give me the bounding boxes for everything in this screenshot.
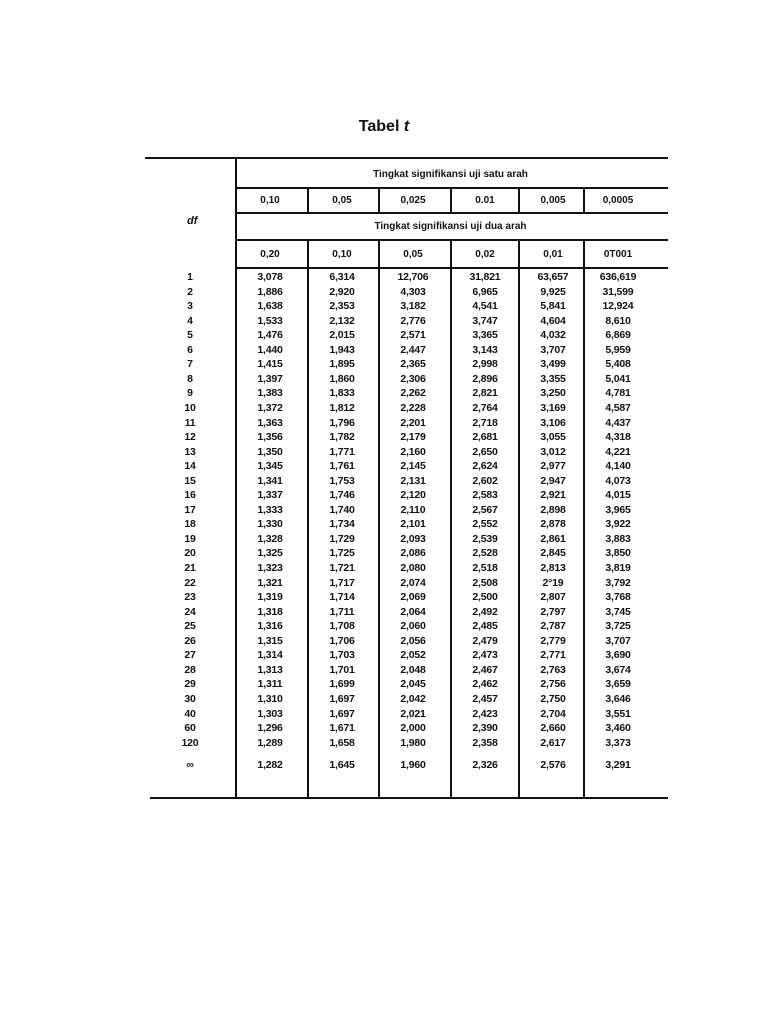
table-row (145, 678, 668, 691)
critical-value: 3,182 (400, 300, 426, 313)
critical-value: 2,060 (400, 620, 426, 633)
table-row (145, 329, 668, 342)
critical-value: 2,056 (400, 634, 426, 647)
df-value: 25 (184, 620, 196, 633)
two-tail-level: 0,05 (403, 249, 423, 260)
critical-value: 2,681 (472, 431, 498, 444)
critical-value: 3,646 (605, 692, 631, 705)
critical-value: 2,552 (472, 518, 498, 531)
critical-value: 2,074 (400, 576, 426, 589)
df-value: ∞ (186, 759, 194, 772)
t-distribution-table (145, 157, 668, 800)
critical-value: 1,638 (257, 300, 283, 313)
critical-value: 1,761 (329, 460, 355, 473)
critical-value: 4,015 (605, 489, 631, 502)
critical-value: 1,397 (257, 372, 283, 385)
one-tail-header: Tingkat signifikansi uji satu arah (373, 169, 528, 180)
critical-value: 2,045 (400, 678, 426, 691)
critical-value: 1,697 (329, 707, 355, 720)
critical-value: 1,771 (329, 445, 355, 458)
critical-value: 1,314 (257, 649, 283, 662)
critical-value: 2,624 (472, 460, 498, 473)
critical-value: 2,947 (540, 474, 566, 487)
table-row (145, 446, 668, 459)
table-row (145, 504, 668, 517)
critical-value: 3,819 (605, 562, 631, 574)
critical-value: 3,460 (605, 722, 631, 735)
critical-value: 1,350 (257, 445, 283, 458)
table-row (145, 358, 668, 371)
critical-value: 4,303 (400, 285, 426, 298)
critical-value: 2,779 (540, 634, 566, 647)
critical-value: 2,571 (400, 329, 426, 342)
critical-value: 2,485 (472, 620, 498, 633)
table-row (145, 620, 668, 633)
critical-value: 1,796 (329, 416, 355, 429)
critical-value: 1,323 (257, 562, 283, 574)
critical-value: 31,821 (469, 271, 501, 283)
critical-value: 1,717 (329, 576, 355, 589)
critical-value: 3,768 (605, 591, 631, 604)
critical-value: 2,069 (400, 591, 426, 604)
critical-value: 2,131 (400, 474, 426, 487)
critical-value: 2,086 (400, 547, 426, 560)
table-row (145, 271, 668, 284)
df-value: 12 (184, 431, 196, 444)
df-value: 16 (184, 489, 196, 502)
critical-value: 2,064 (400, 605, 426, 618)
critical-value: 3,373 (605, 736, 631, 749)
two-tail-level: 0,10 (332, 249, 352, 260)
critical-value: 1,697 (329, 692, 355, 705)
critical-value: 1,333 (257, 503, 283, 516)
critical-value: 2,861 (540, 532, 566, 545)
critical-value: 2,771 (540, 649, 566, 662)
critical-value: 1,289 (257, 736, 283, 749)
critical-value: 2,048 (400, 663, 426, 676)
df-value: 20 (184, 547, 196, 560)
df-value: 9 (187, 387, 193, 400)
critical-value: 3,659 (605, 678, 631, 691)
critical-value: 5,959 (605, 343, 631, 356)
two-tail-level: 0,02 (475, 249, 495, 260)
critical-value: 2,583 (472, 489, 498, 502)
critical-value: 2,576 (540, 759, 566, 772)
df-value: 29 (184, 678, 196, 691)
df-value: 40 (184, 707, 196, 720)
critical-value: 2,473 (472, 649, 498, 662)
critical-value: 2,845 (540, 547, 566, 560)
critical-value: 31,599 (602, 285, 634, 298)
header-bottom-rule (235, 267, 668, 269)
critical-value: 1,753 (329, 474, 355, 487)
critical-value: 1,960 (400, 759, 426, 772)
df-value: 5 (187, 329, 193, 342)
critical-value: 2,423 (472, 707, 498, 720)
critical-value: 3,551 (605, 707, 631, 720)
critical-value: 1,310 (257, 692, 283, 705)
df-value: 28 (184, 663, 196, 676)
critical-value: 1,699 (329, 678, 355, 691)
critical-value: 2,101 (400, 518, 426, 531)
critical-value: 1,714 (329, 591, 355, 604)
critical-value: 2,500 (472, 591, 498, 604)
df-value: 120 (181, 736, 199, 749)
critical-value: 2,447 (400, 343, 426, 356)
one-tail-title-rule (235, 187, 668, 189)
table-row (145, 606, 668, 619)
critical-value: 1,895 (329, 358, 355, 371)
critical-value: 1,886 (257, 285, 283, 298)
table-row (145, 431, 668, 444)
table-row (145, 547, 668, 560)
two-tail-header: Tingkat signifikansi uji dua arah (374, 221, 527, 232)
critical-value: 2,878 (540, 518, 566, 531)
critical-value: 2,052 (400, 649, 426, 662)
critical-value: 1,330 (257, 518, 283, 531)
critical-value: 2,821 (472, 387, 498, 400)
df-value: 26 (184, 634, 196, 647)
page-title: Tabel t (358, 118, 410, 135)
critical-value: 2,528 (472, 547, 498, 560)
critical-value: 4,140 (605, 460, 631, 473)
table-row (145, 693, 668, 706)
critical-value: 3,850 (605, 547, 631, 560)
critical-value: 9,925 (540, 285, 566, 298)
df-value: 18 (184, 518, 196, 531)
critical-value: 2,015 (329, 329, 355, 342)
critical-value: 2,508 (472, 576, 498, 589)
critical-value: 1,282 (257, 759, 283, 772)
two-tail-title-rule (235, 239, 668, 241)
table-row (145, 475, 668, 488)
one-tail-level: 0,025 (400, 195, 426, 206)
critical-value: 1,711 (329, 605, 355, 618)
critical-value: 1,706 (329, 634, 355, 647)
critical-value: 2,358 (472, 736, 498, 749)
critical-value: 2,110 (400, 503, 426, 516)
critical-value: 2,457 (472, 692, 498, 705)
critical-value: 2,920 (329, 285, 355, 298)
critical-value: 1,372 (257, 401, 283, 414)
df-value: 1 (187, 271, 193, 283)
critical-value: 3,792 (605, 576, 631, 589)
table-row (145, 722, 668, 735)
df-value: 17 (184, 503, 196, 516)
critical-value: 2,764 (472, 401, 498, 414)
df-value: 19 (184, 532, 196, 545)
critical-value: 2,492 (472, 605, 498, 618)
critical-value: 2,080 (400, 562, 426, 574)
critical-value: 1,440 (257, 343, 283, 356)
one-tail-level: 0,10 (260, 195, 280, 206)
critical-value: 2,787 (540, 620, 566, 633)
df-value: 11 (184, 416, 196, 429)
critical-value: 1,328 (257, 532, 283, 545)
critical-value: 3,745 (605, 605, 631, 618)
critical-value: 3,143 (472, 343, 498, 356)
critical-value: 1,303 (257, 707, 283, 720)
critical-value: 2,813 (540, 562, 566, 574)
critical-value: 3,707 (540, 343, 566, 356)
critical-value: 1,725 (329, 547, 355, 560)
critical-value: 1,980 (400, 736, 426, 749)
critical-value: 8,610 (605, 314, 631, 327)
critical-value: 2,228 (400, 401, 426, 414)
critical-value: 1,703 (329, 649, 355, 662)
critical-value: 1,812 (329, 401, 355, 414)
critical-value: 6,869 (605, 329, 631, 342)
critical-value: 3,707 (605, 634, 631, 647)
critical-value: 1,345 (257, 460, 283, 473)
table-row (145, 518, 668, 531)
critical-value: 2,898 (540, 503, 566, 516)
critical-value: 2,756 (540, 678, 566, 691)
critical-value: 4,318 (605, 431, 631, 444)
table-row (145, 562, 668, 575)
df-value: 4 (187, 314, 193, 327)
critical-value: 1,746 (329, 489, 355, 502)
df-value: 21 (184, 562, 196, 574)
critical-value: 2,132 (329, 314, 355, 327)
critical-value: 2,365 (400, 358, 426, 371)
critical-value: 5,841 (540, 300, 566, 313)
critical-value: 2,518 (472, 562, 498, 574)
critical-value: 3,012 (540, 445, 566, 458)
critical-value: 1,734 (329, 518, 355, 531)
critical-value: 2,201 (400, 416, 426, 429)
one-tail-levels-rule (235, 212, 668, 214)
critical-value: 3,499 (540, 358, 566, 371)
df-value: 6 (187, 343, 193, 356)
critical-value: 1,337 (257, 489, 283, 502)
critical-value: 2,306 (400, 372, 426, 385)
table-row (145, 759, 668, 772)
critical-value: 1,383 (257, 387, 283, 400)
critical-value: 3,169 (540, 401, 566, 414)
critical-value: 6,314 (329, 271, 355, 283)
table-row (145, 373, 668, 386)
critical-value: 1,325 (257, 547, 283, 560)
critical-value: 2,353 (329, 300, 355, 313)
critical-value: 4,587 (605, 401, 631, 414)
table-row (145, 664, 668, 677)
critical-value: 636,619 (599, 271, 637, 283)
critical-value: 3,922 (605, 518, 631, 531)
bottom-rule (150, 797, 668, 799)
critical-value: 5,041 (605, 372, 631, 385)
critical-value: 1,476 (257, 329, 283, 342)
table-row (145, 460, 668, 473)
critical-value: 2,093 (400, 532, 426, 545)
critical-value: 3,690 (605, 649, 631, 662)
df-value: 10 (184, 401, 196, 414)
critical-value: 6,965 (472, 285, 498, 298)
table-row (145, 402, 668, 415)
critical-value: 4,073 (605, 474, 631, 487)
critical-value: 2,042 (400, 692, 426, 705)
critical-value: 4,032 (540, 329, 566, 342)
df-value: 7 (187, 358, 193, 371)
critical-value: 2,326 (472, 759, 498, 772)
critical-value: 2,462 (472, 678, 498, 691)
critical-value: 3,291 (605, 759, 631, 772)
critical-value: 2,807 (540, 591, 566, 604)
critical-value: 1,311 (257, 678, 283, 691)
df-value: 8 (187, 372, 193, 385)
critical-value: 2,998 (472, 358, 498, 371)
table-row (145, 300, 668, 313)
critical-value: 1,701 (329, 663, 355, 676)
df-value: 3 (187, 300, 193, 313)
two-tail-level: 0,01 (543, 249, 563, 260)
critical-value: 1,721 (329, 562, 355, 574)
critical-value: 1,318 (257, 605, 283, 618)
critical-value: 2,021 (400, 707, 426, 720)
top-rule (145, 157, 668, 159)
critical-value: 1,860 (329, 372, 355, 385)
critical-value: 5,408 (605, 358, 631, 371)
df-value: 2 (187, 285, 193, 298)
table-row (145, 708, 668, 721)
critical-value: 1,645 (329, 759, 355, 772)
critical-value: 1,319 (257, 591, 283, 604)
critical-value: 3,883 (605, 532, 631, 545)
critical-value: 4,781 (605, 387, 631, 400)
critical-value: 3,250 (540, 387, 566, 400)
critical-value: 4,604 (540, 314, 566, 327)
critical-value: 2,479 (472, 634, 498, 647)
critical-value: 1,671 (329, 722, 355, 735)
critical-value: 3,055 (540, 431, 566, 444)
table-row (145, 577, 668, 590)
critical-value: 2,602 (472, 474, 498, 487)
critical-value: 2,750 (540, 692, 566, 705)
critical-value: 12,924 (602, 300, 634, 313)
table-row (145, 489, 668, 502)
critical-value: 2,000 (400, 722, 426, 735)
df-value: 60 (184, 722, 196, 735)
critical-value: 2,390 (472, 722, 498, 735)
critical-value: 2,977 (540, 460, 566, 473)
critical-value: 2,650 (472, 445, 498, 458)
critical-value: 2,718 (472, 416, 498, 429)
table-row (145, 286, 668, 299)
df-header: df (187, 215, 198, 227)
table-row (145, 649, 668, 662)
table-row (145, 737, 668, 750)
two-tail-level: 0T001 (603, 249, 633, 260)
critical-value: 63,657 (537, 271, 569, 283)
critical-value: 2,797 (540, 605, 566, 618)
df-value: 13 (184, 445, 196, 458)
critical-value: 2,921 (540, 489, 566, 502)
critical-value: 3,747 (472, 314, 498, 327)
critical-value: 2,896 (472, 372, 498, 385)
critical-value: 1,729 (329, 532, 355, 545)
critical-value: 3,078 (257, 271, 283, 283)
critical-value: 1,782 (329, 431, 355, 444)
critical-value: 3,365 (472, 329, 498, 342)
critical-value: 1,363 (257, 416, 283, 429)
critical-value: 1,315 (257, 634, 283, 647)
critical-value: 3,725 (605, 620, 631, 633)
critical-value: 1,740 (329, 503, 355, 516)
critical-value: 1,533 (257, 314, 283, 327)
critical-value: 1,833 (329, 387, 355, 400)
critical-value: 4,541 (472, 300, 498, 313)
one-tail-level: 0,005 (540, 195, 566, 206)
critical-value: 2,763 (540, 663, 566, 676)
two-tail-level: 0,20 (260, 249, 280, 260)
critical-value: 1,943 (329, 343, 355, 356)
table-row (145, 591, 668, 604)
critical-value: 3,965 (605, 503, 631, 516)
df-value: 30 (184, 692, 196, 705)
table-row (145, 417, 668, 430)
df-value: 23 (184, 591, 196, 604)
critical-value: 2,145 (400, 460, 426, 473)
critical-value: 1,321 (257, 576, 283, 589)
df-value: 14 (184, 460, 196, 473)
one-tail-level: 0,0005 (602, 195, 634, 206)
critical-value: 1,316 (257, 620, 283, 633)
critical-value: 2°19 (542, 576, 564, 589)
df-value: 22 (184, 576, 196, 589)
table-row (145, 387, 668, 400)
critical-value: 2,567 (472, 503, 498, 516)
critical-value: 2,704 (540, 707, 566, 720)
critical-value: 4,437 (605, 416, 631, 429)
critical-value: 12,706 (397, 271, 429, 283)
critical-value: 2,262 (400, 387, 426, 400)
critical-value: 3,674 (605, 663, 631, 676)
critical-value: 1,296 (257, 722, 283, 735)
df-value: 15 (184, 474, 196, 487)
critical-value: 1,356 (257, 431, 283, 444)
one-tail-level: 0,05 (332, 195, 352, 206)
df-value: 27 (184, 649, 196, 662)
critical-value: 4,221 (605, 445, 631, 458)
critical-value: 3,106 (540, 416, 566, 429)
table-row (145, 635, 668, 648)
critical-value: 2,179 (400, 431, 426, 444)
critical-value: 2,776 (400, 314, 426, 327)
critical-value: 1,658 (329, 736, 355, 749)
critical-value: 1,313 (257, 663, 283, 676)
critical-value: 2,467 (472, 663, 498, 676)
critical-value: 2,539 (472, 532, 498, 545)
critical-value: 1,415 (257, 358, 283, 371)
critical-value: 1,341 (257, 474, 283, 487)
critical-value: 2,660 (540, 722, 566, 735)
df-value: 24 (184, 605, 196, 618)
critical-value: 3,355 (540, 372, 566, 385)
critical-value: 2,160 (400, 445, 426, 458)
table-row (145, 344, 668, 357)
critical-value: 2,120 (400, 489, 426, 502)
critical-value: 1,708 (329, 620, 355, 633)
one-tail-level: 0.01 (475, 195, 495, 206)
critical-value: 2,617 (540, 736, 566, 749)
table-row (145, 315, 668, 328)
table-row (145, 533, 668, 546)
